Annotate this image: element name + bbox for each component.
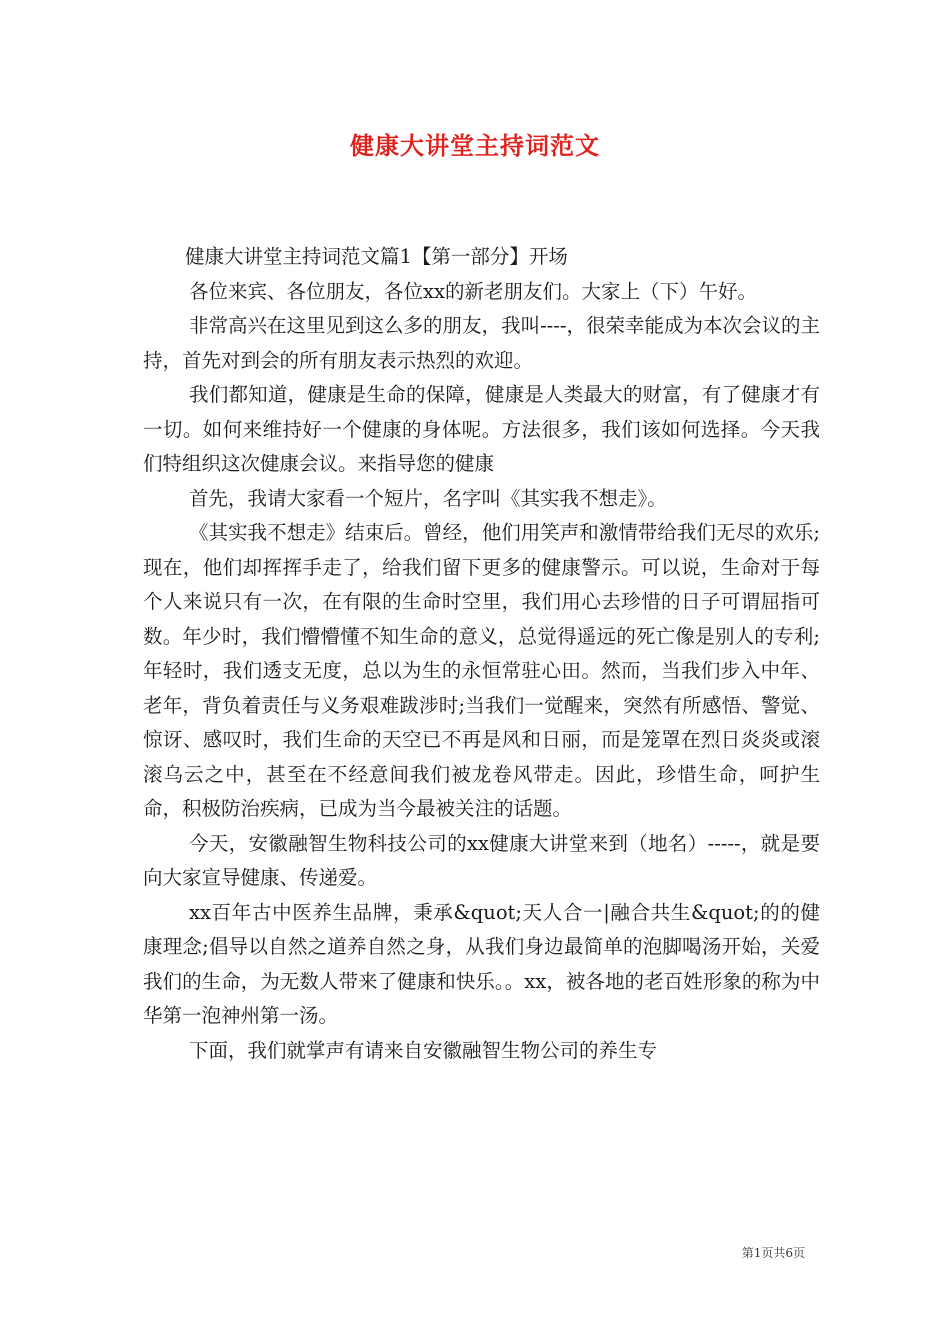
document-title: 健康大讲堂主持词范文 (350, 131, 600, 160)
paragraph-3: 非常高兴在这里见到这么多的朋友，我叫----，很荣幸能成为本次会议的主持，首先对到会的所有朋友表示热烈的欢迎。 (143, 314, 820, 372)
paragraph-2: 各位来宾、各位朋友，各位xx的新老朋友们。大家上（下）午好。 (189, 279, 757, 303)
paragraph-6: 《其实我不想走》结束后。曾经，他们用笑声和激情带给我们无尽的欢乐;现在，他们却挥挥手走了，给我们留下更多的健康警示。可以说，生命对于每个人来说只有一次，在有限的生命时空里，我们用心去珍惜的日子可谓屈指可数。年少时，我们懵懵懂不知生命的意义，总觉得遥远的死亡像是别人的专利;年轻时，我们透支无度，总以为生的永恒常驻心田。然而，当我们步入中年、老年，背负着责任与义务艰难跋涉时;当我们一觉醒来，突然有所感悟、警觉、惊讶、感叹时，我们生命的天空已不再是风和日丽，而是笼罩在烈日炎炎或滚滚乌云之中，甚至在不经意间我们被龙卷风带走。因此，珍惜生命，呵护生命，积极防治疾病，已成为当今最被关注的话题。 (143, 521, 820, 820)
paragraph-7: 今天，安徽融智生物科技公司的xx健康大讲堂来到（地名）-----，就是要向大家宣导健康、传递爱。 (143, 831, 820, 889)
page-number-footer: 第1页共6页 (741, 1246, 805, 1260)
paragraph-1: 健康大讲堂主持词范文篇1【第一部分】开场 (185, 245, 568, 268)
paragraph-9: 下面，我们就掌声有请来自安徽融智生物公司的养生专 (189, 1038, 658, 1062)
paragraph-8: xx百年古中医养生品牌，秉承&quot;天人合一|融合共生&quot;的的健康理念;倡导以自然之道养自然之身，从我们身边最简单的泡脚喝汤开始，关爱我们的生命，为无数人带来了健康和快乐。。xx，被各地的老百姓形象的称为中华第一泡神州第一汤。 (143, 900, 820, 1027)
document-body (143, 240, 820, 1068)
paragraph-4: 我们都知道，健康是生命的保障，健康是人类最大的财富，有了健康才有一切。如何来维持好一个健康的身体呢。方法很多，我们该如何选择。今天我们特组织这次健康会议。来指导您的健康 (143, 383, 820, 475)
paragraph-5: 首先，我请大家看一个短片，名字叫《其实我不想走》。 (189, 486, 667, 510)
